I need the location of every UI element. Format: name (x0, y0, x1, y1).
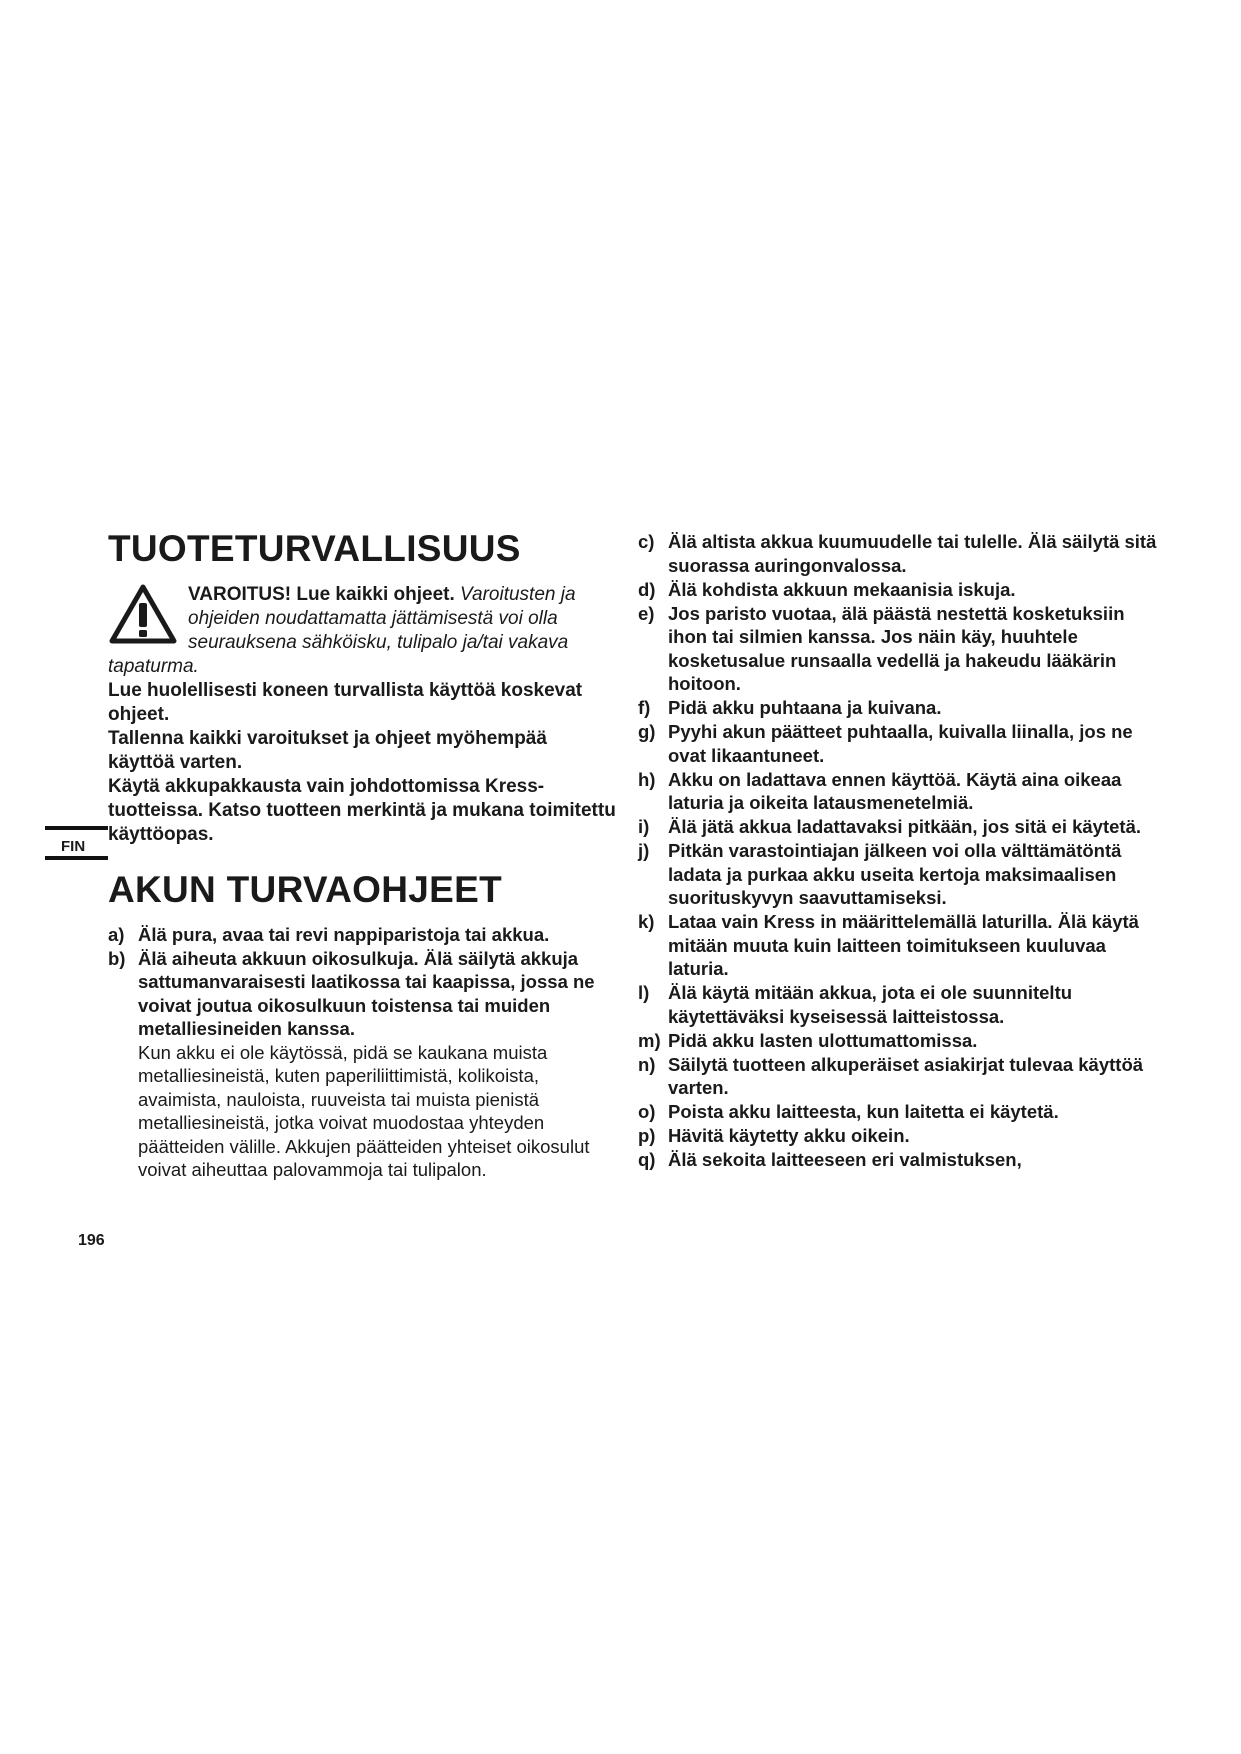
item-text: Lataa vain Kress in määrittelemällä laturilla. Älä käytä mitään muuta kuin laitteen toimitukseen kuuluvaa laturia. (668, 911, 1139, 979)
item-text: Älä sekoita laitteeseen eri valmistuksen, (668, 1149, 1022, 1170)
list-item (638, 578, 1158, 602)
list-item (108, 947, 618, 1182)
item-text: Älä jätä akkua ladattavaksi pitkään, jos sitä ei käytetä. (668, 816, 1142, 837)
list-item (638, 720, 1158, 767)
item-label: n) (638, 1053, 656, 1075)
warning-triangle-icon (108, 583, 178, 645)
item-label: o) (638, 1101, 656, 1122)
item-text: Poista akku laitteesta, kun laitetta ei käytetä. (668, 1101, 1059, 1122)
item-text: Säilytä tuotteen alkuperäiset asiakirjat tulevaa käyttöä varten. (668, 1053, 1144, 1098)
item-label: h) (638, 768, 656, 790)
item-label: k) (638, 911, 655, 932)
item-text: Pidä akku lasten ulottumattomissa. (668, 1029, 978, 1051)
section-title-product-safety: TUOTETURVALLISUUS (108, 528, 521, 569)
list-item (638, 530, 1158, 577)
warning-block (108, 583, 618, 679)
list-item (638, 696, 1158, 720)
item-text: Pidä akku puhtaana ja kuivana. (668, 697, 942, 718)
left-column (108, 528, 618, 1182)
item-text: Älä käytä mitään akkua, jota ei ole suunniteltu käytettäväksi kyseisessä laitteistossa. (668, 982, 1073, 1027)
item-text: Älä aiheuta akkuun oikosulkuja. Älä säilytä akkuja sattumanvaraisesti laatikossa tai kaapissa, jossa ne voivat joutua oikosulkuun toistensa tai muiden metalliesineiden kanssa. (138, 947, 595, 1040)
list-item (108, 923, 618, 947)
item-detail: Kun akku ei ole käytössä, pidä se kaukana muista metalliesineistä, kuten paperiliittimistä, kolikoista, avaimista, nauloista, ruuveista tai muista pienistä metalliesineistä, jotka voivat muodostaa yhteyden päätteiden välille. Akkujen päätteiden yhteiset oikosulut voivat aiheuttaa palovammoja tai tulipalon. (138, 1041, 590, 1181)
list-item (638, 602, 1158, 696)
item-text: Älä altista akkua kuumuudelle tai tulelle. Älä säilytä sitä suorassa auringonvalossa. (668, 531, 1157, 576)
warning-text: Varoitusten ja ohjeiden noudattamatta jättämisestä voi olla seurauksena sähköisku, tulipalo ja/tai vakava tapaturma. (108, 583, 576, 677)
item-label: c) (638, 531, 655, 552)
battery-rules-right (638, 530, 1158, 1172)
warning-heading: VAROITUS! Lue kaikki ohjeet. (188, 583, 455, 605)
list-item (638, 1124, 1158, 1148)
item-text: Älä kohdista akkuun mekaanisia iskuja. (668, 578, 1016, 600)
item-label: j) (638, 840, 650, 861)
list-item (638, 981, 1158, 1028)
item-text: Pitkän varastointiajan jälkeen voi olla välttämätöntä ladata ja purkaa akku useita kertoja maksimaalisen suorituskyvyn saavuttamiseksi. (668, 840, 1122, 908)
list-item (638, 1029, 1158, 1053)
list-item (638, 815, 1158, 839)
section-title-battery-safety: AKUN TURVAOHJEET (108, 868, 503, 910)
list-item (638, 1100, 1158, 1124)
item-label: i) (638, 816, 650, 837)
list-item (638, 910, 1158, 981)
item-label: g) (638, 721, 656, 742)
item-text: Jos paristo vuotaa, älä päästä nestettä kosketuksiin ihon tai silmien kanssa. Jos näin käy, huuhtele kosketusalue runsaalla vedellä ja hakeudu lääkärin hoitoon. (668, 602, 1125, 694)
item-label: p) (638, 1125, 656, 1146)
item-label: l) (638, 982, 650, 1003)
item-label: m) (638, 1029, 661, 1051)
item-label: e) (638, 602, 655, 624)
item-label: a) (108, 924, 125, 946)
instruction-battery-use: Käytä akkupakkausta vain johdottomissa Kress-tuotteissa. Katso tuotteen merkintä ja mukana toimitettu käyttöopas. (108, 775, 616, 845)
list-item (638, 1148, 1158, 1172)
language-tab: FIN (45, 826, 108, 860)
item-label: q) (638, 1149, 656, 1170)
item-text: Älä pura, avaa tai revi nappiparistoja tai akkua. (138, 924, 550, 946)
instruction-save: Tallenna kaikki varoitukset ja ohjeet myöhempää käyttöä varten. (108, 727, 547, 773)
item-text: Akku on ladattava ennen käyttöä. Käytä aina oikeaa laturia ja oikeita latausmenetelmiä. (668, 768, 1122, 813)
list-item (638, 768, 1158, 815)
instruction-read: Lue huolellisesti koneen turvallista käyttöä koskevat ohjeet. (108, 679, 583, 725)
item-label: f) (638, 697, 651, 718)
list-item (638, 1053, 1158, 1100)
item-label: d) (638, 578, 656, 600)
item-label: b) (108, 947, 126, 969)
battery-rules-left (108, 923, 618, 1182)
right-column (638, 530, 1158, 1172)
item-text: Hävitä käytetty akku oikein. (668, 1125, 910, 1146)
list-item (638, 839, 1158, 910)
item-text: Pyyhi akun päätteet puhtaalla, kuivalla liinalla, jos ne ovat likaantuneet. (668, 721, 1133, 766)
page-number: 196 (78, 1232, 105, 1249)
